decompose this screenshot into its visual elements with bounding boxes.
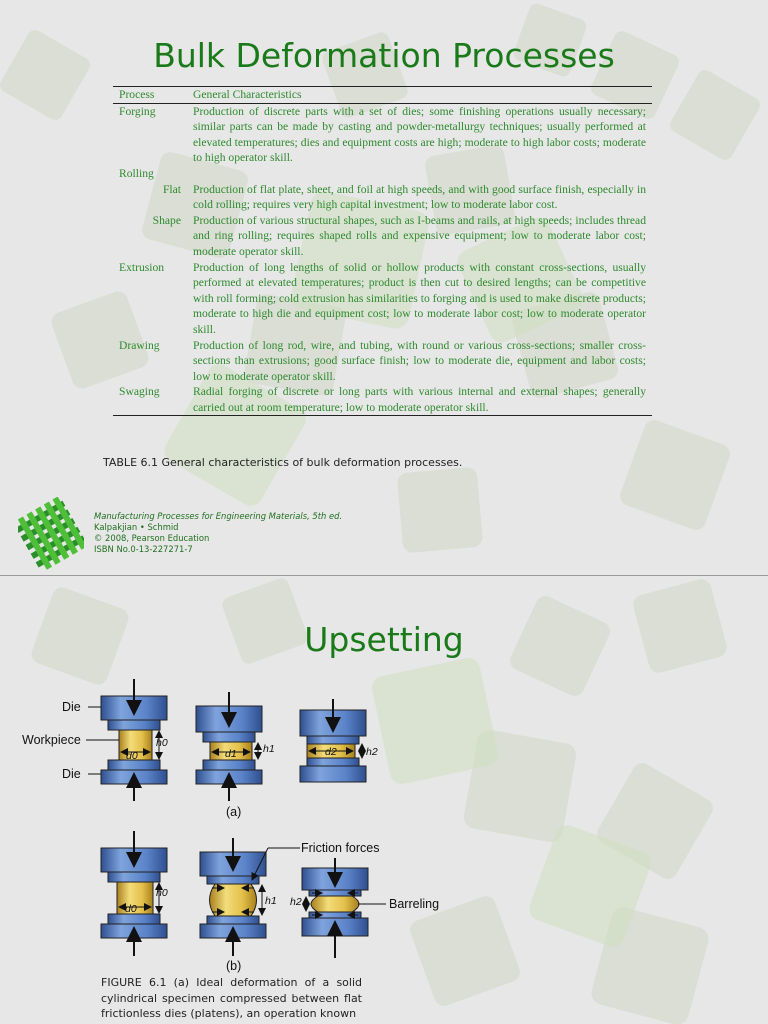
process-name: Extrusion [119,260,165,274]
process-name: Flat [162,182,181,196]
credit-line: Kalpakjian • Schmid [94,522,179,532]
column-header-process: Process [119,88,155,101]
table-header-row [113,87,652,104]
process-description [187,166,652,182]
label-die-bottom: Die [62,767,81,781]
table-row [113,182,652,213]
table-row [113,384,652,416]
upsetting-figure [0,576,768,976]
label-workpiece: Workpiece [22,733,81,747]
process-description: Production of various structural shapes, such as I-beams and rails, at high speeds; includes thread and ring rolling; requires shaped rolls and expensive equipment; low to moderate labor cost; moderate operator skill. [193,213,646,258]
label-d0: d0 [126,750,138,762]
publisher-logo-icon [18,497,84,573]
table-row [113,260,652,338]
label-h1-b: h1 [265,895,277,907]
label-h0-b: h0 [156,887,168,899]
table-caption: TABLE 6.1 General characteristics of bulk deformation processes. [103,456,463,469]
label-d1: d1 [225,748,237,760]
page-title: Upsetting [304,620,464,659]
credit-line: © 2008, Pearson Education [94,533,210,543]
column-header-characteristics: General Characteristics [193,88,302,101]
process-description: Radial forging of discrete or long parts with various internal and external shapes; generally carried out at room temperature; low to moderate operator skill. [193,385,646,414]
label-h1: h1 [263,743,275,755]
process-name: Drawing [119,338,160,352]
process-description: Production of discrete parts with a set of dies; some finishing operations usually necessary; similar parts can be made by casting and powder-metallurgy techniques; usually performed at elevated temperatures; dies and equipment costs are high; moderate to high labor costs; moderate to high operator skill. [193,104,646,165]
slide-upsetting [0,576,768,1024]
label-friction-forces: Friction forces [301,841,380,855]
label-h0: h0 [156,737,168,749]
table-row [113,166,652,182]
label-barreling: Barreling [389,897,440,911]
label-d0-b: d0 [125,903,137,915]
table-row [113,103,652,166]
label-d2: d2 [325,746,337,758]
process-table [113,86,652,416]
process-description: Production of long lengths of solid or hollow products with constant cross-sections, usually performed at elevated temperatures; product is then cut to desired lengths; can be competitive with roll forming; cold extrusion has similarities to forging and is used to make discrete products; moderate to high die and equipment cost; low to moderate labor cost; low to moderate operator skill. [193,260,646,336]
label-die-top: Die [62,700,81,714]
credit-line: ISBN No.0-13-227271-7 [94,544,193,554]
label-part-a: (a) [226,805,242,819]
process-name: Forging [119,104,156,118]
process-name: Swaging [119,385,160,399]
figure-caption: FIGURE 6.1 (a) Ideal deformation of a solid cylindrical specimen compressed between flat frictionless dies (platens), an operation known [101,976,362,1020]
label-h2-b: h2 [290,896,302,908]
label-part-b: (b) [226,959,242,973]
table-row [113,213,652,260]
page-title: Bulk Deformation Processes [153,36,615,75]
process-description: Production of flat plate, sheet, and foil at high speeds, and with good surface finish, especially in cold rolling; requires very high capital investment; low to moderate labor cost. [193,182,646,212]
process-description: Production of long rod, wire, and tubing, with round or various cross-sections; smaller cross-sections than extrusions; good surface finish; low to moderate die, equipment and labor costs; low to moderate operator skill. [193,338,646,383]
credit-line: Manufacturing Processes for Engineering Materials, 5th ed. [94,511,343,521]
process-name: Rolling [119,166,154,180]
publication-credits [94,511,342,555]
table-row [113,338,652,385]
process-name: Shape [152,213,181,227]
label-h2: h2 [366,746,378,758]
